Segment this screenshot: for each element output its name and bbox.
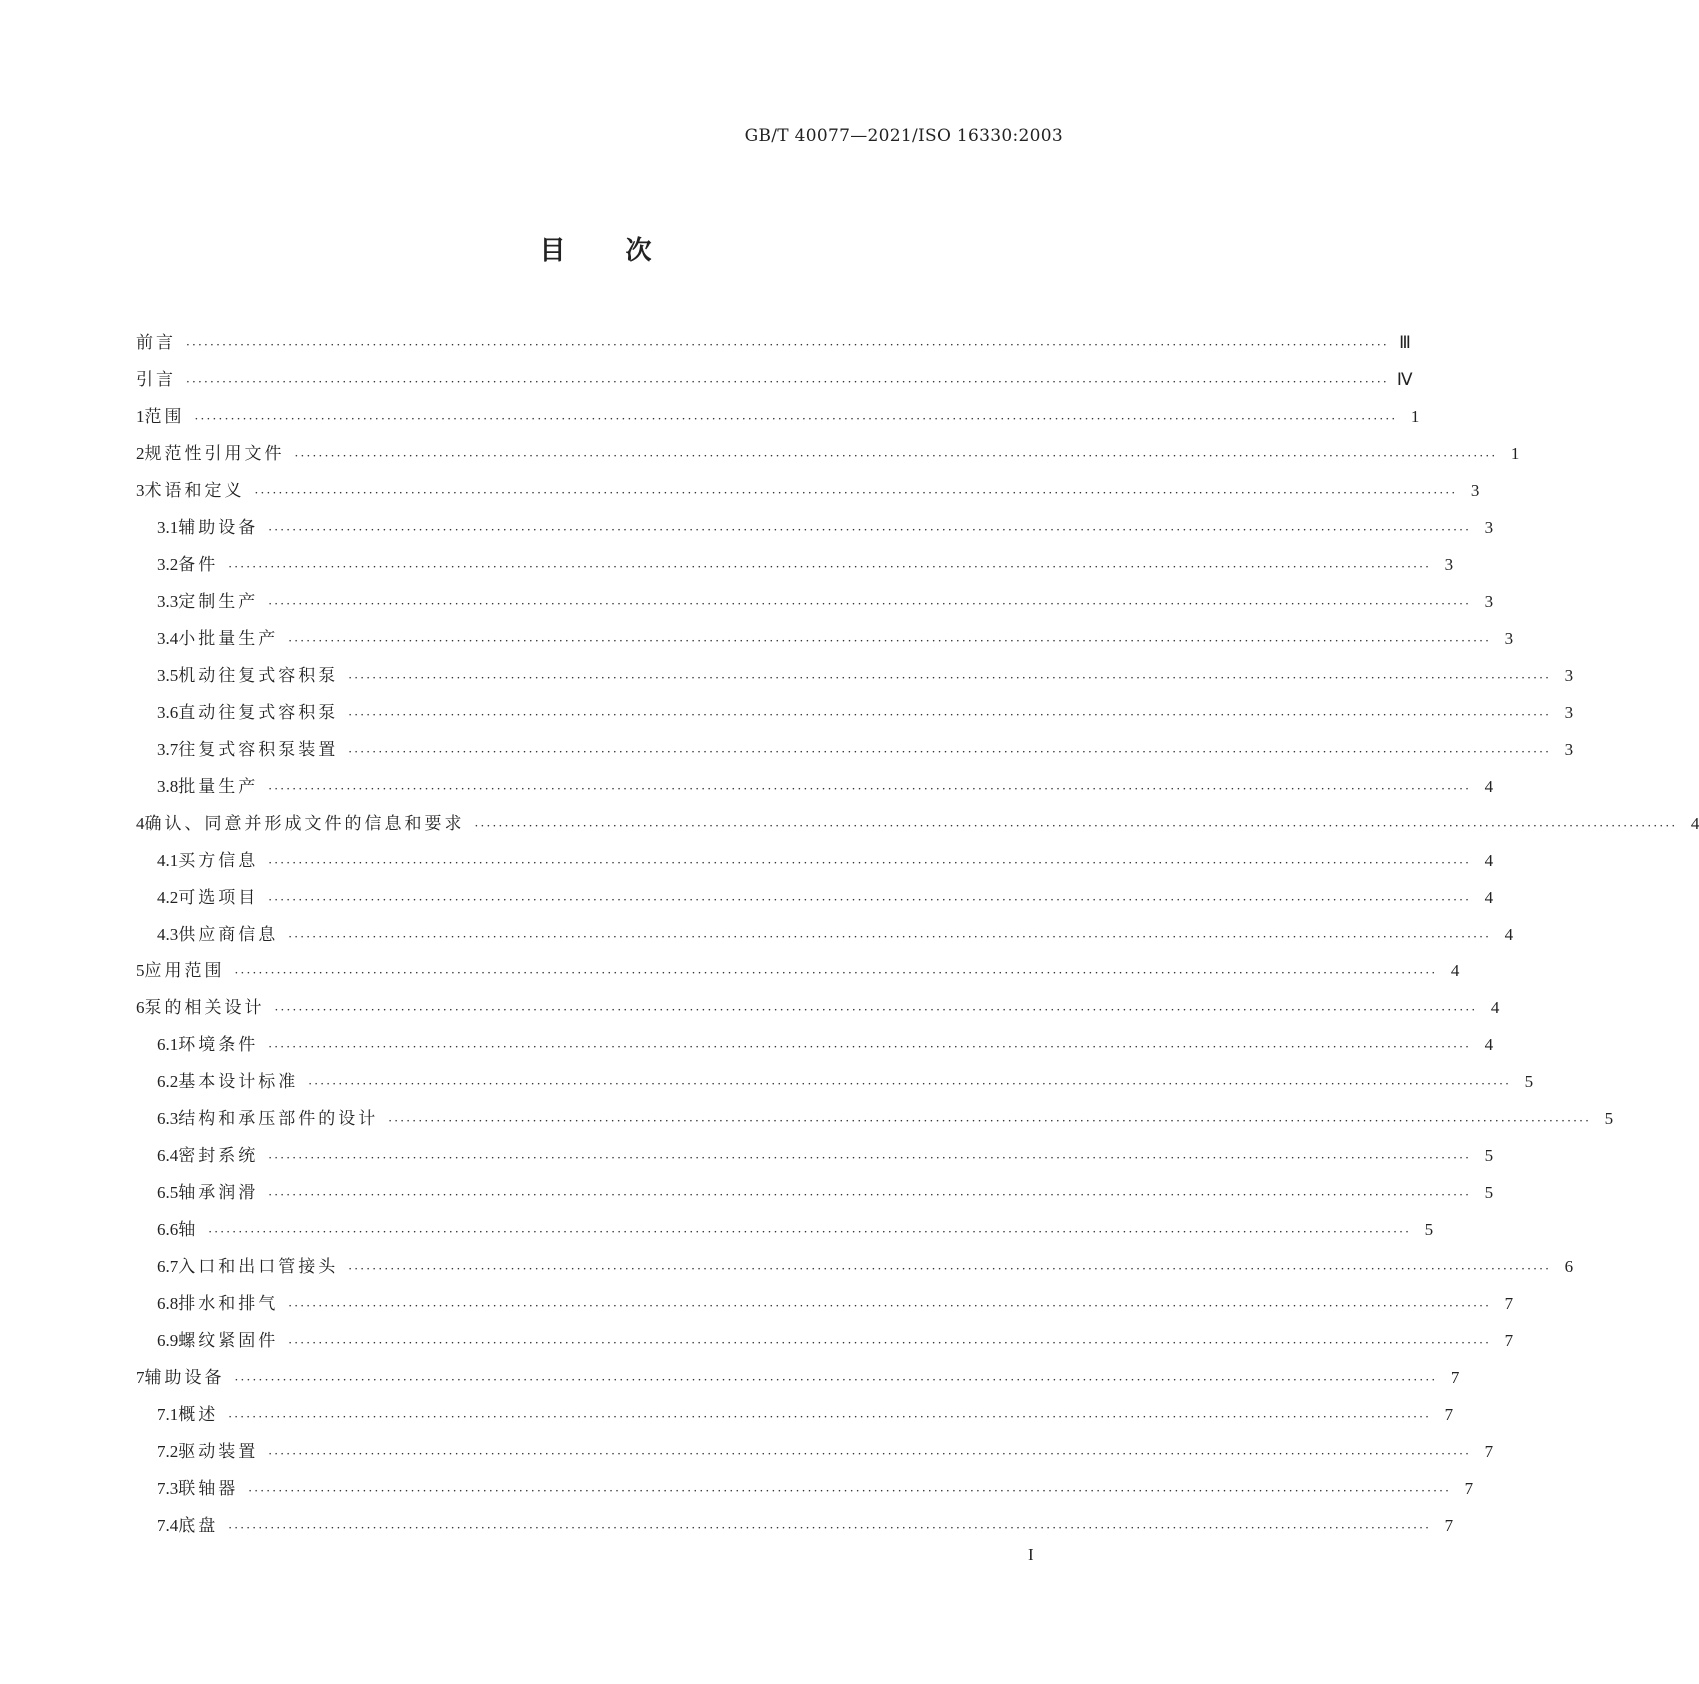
- toc-entry[interactable]: [136, 1365, 1460, 1391]
- toc-entry[interactable]: [157, 515, 1494, 541]
- toc-entry-title: 定制生产: [178, 591, 259, 612]
- toc-entry-page: 3: [1564, 739, 1574, 759]
- dot-leader: ········································································································································································································: [248, 1484, 1452, 1499]
- toc-entry-number: 3.4: [157, 628, 179, 648]
- toc-entry[interactable]: [136, 958, 1460, 984]
- dot-leader: ········································································································································································································: [348, 707, 1552, 722]
- toc-entry-title: 引言: [136, 369, 176, 390]
- dot-leader: ········································································································································································································: [474, 818, 1678, 833]
- toc-entry-number: 7.3: [157, 1479, 179, 1499]
- toc-entry[interactable]: [157, 1402, 1454, 1428]
- toc-entry-page: 3: [1484, 517, 1494, 537]
- toc-entry[interactable]: [157, 737, 1574, 763]
- toc-entry-page: 5: [1424, 1220, 1434, 1240]
- toc-entry-title: 术语和定义: [144, 480, 245, 501]
- toc-entry[interactable]: [136, 811, 1699, 837]
- toc-entry[interactable]: [157, 552, 1454, 578]
- toc-entry[interactable]: [157, 1439, 1494, 1465]
- toc-entry-number: 6.1: [157, 1035, 179, 1055]
- dot-leader: ········································································································································································································: [208, 1225, 1412, 1240]
- toc-entry-title: 直动往复式容积泵: [178, 702, 339, 723]
- toc-entry-title: 底盘: [178, 1516, 219, 1537]
- toc-entry[interactable]: [157, 1069, 1534, 1095]
- toc-entry-number: 3.2: [157, 554, 179, 574]
- toc-entry-page: 4: [1484, 776, 1494, 796]
- toc-entry-title: 排水和排气: [178, 1294, 279, 1315]
- toc-entry-number: 3.7: [157, 739, 179, 759]
- toc-entry-page: 7: [1444, 1516, 1454, 1536]
- toc-entry-page: 3: [1564, 665, 1574, 685]
- toc-entry-title: 机动往复式容积泵: [178, 665, 339, 686]
- toc-entry-title: 入口和出口管接头: [178, 1257, 339, 1278]
- dot-leader: ········································································································································································································: [254, 485, 1458, 500]
- toc-entry-number: 6.5: [157, 1183, 179, 1203]
- toc-entry-title: 辅助设备: [178, 517, 259, 538]
- toc-entry-number: 3: [136, 480, 145, 500]
- toc-entry-title: 联轴器: [178, 1479, 239, 1500]
- toc-entry-page: 5: [1524, 1072, 1534, 1092]
- dot-leader: ········································································································································································································: [308, 1077, 1512, 1092]
- standard-number-header: GB/T 40077—2021/ISO 16330:2003: [744, 126, 1063, 146]
- toc-entry[interactable]: [157, 663, 1574, 689]
- dot-leader: ········································································································································································································: [268, 1040, 1472, 1055]
- dot-leader: ········································································································································································································: [288, 929, 1492, 944]
- toc-entry-title: 结构和承压部件的设计: [178, 1109, 379, 1130]
- toc-entry-number: 6.9: [157, 1331, 179, 1351]
- toc-entry-page: 4: [1504, 924, 1514, 944]
- toc-entry-number: 7.2: [157, 1442, 179, 1462]
- toc-entry[interactable]: [157, 700, 1574, 726]
- toc-entry-title: 可选项目: [178, 887, 259, 908]
- toc-entry-title: 环境条件: [178, 1035, 259, 1056]
- dot-leader: ········································································································································································································: [288, 1336, 1492, 1351]
- toc-entry-number: 4.3: [157, 924, 179, 944]
- toc-entry-title: 应用范围: [144, 961, 225, 982]
- dot-leader: ········································································································································································································: [268, 1447, 1472, 1462]
- dot-leader: ········································································································································································································: [228, 1521, 1432, 1536]
- dot-leader: ········································································································································································································: [234, 966, 1438, 981]
- toc-entry-number: 6.4: [157, 1146, 179, 1166]
- dot-leader: ········································································································································································································: [186, 374, 1389, 389]
- toc-entry-number: 3.3: [157, 591, 179, 611]
- toc-entry-number: 6.2: [157, 1072, 179, 1092]
- toc-entry-number: 7.1: [157, 1405, 179, 1425]
- dot-leader: ········································································································································································································: [288, 1299, 1492, 1314]
- dot-leader: ········································································································································································································: [348, 670, 1552, 685]
- toc-entry-number: 3.1: [157, 517, 179, 537]
- toc-entry-number: 6.7: [157, 1257, 179, 1277]
- toc-entry-page: Ⅳ: [1396, 369, 1413, 389]
- toc-entry[interactable]: [157, 922, 1514, 948]
- toc-entry-title: 小批量生产: [178, 628, 279, 649]
- dot-leader: ········································································································································································································: [268, 1188, 1472, 1203]
- toc-entry-page: 7: [1464, 1479, 1474, 1499]
- toc-entry[interactable]: [136, 330, 1411, 356]
- toc-entry-page: 3: [1444, 554, 1454, 574]
- dot-leader: ········································································································································································································: [294, 448, 1498, 463]
- toc-entry-number: 3.8: [157, 776, 179, 796]
- toc-entry-number: 6.8: [157, 1294, 179, 1314]
- toc-entry-title: 轴: [178, 1220, 199, 1241]
- toc-entry-page: 1: [1510, 443, 1520, 463]
- dot-leader: ········································································································································································································: [228, 1410, 1432, 1425]
- toc-entry-page: 3: [1564, 702, 1574, 722]
- toc-entry[interactable]: [157, 848, 1494, 874]
- dot-leader: ········································································································································································································: [348, 1262, 1552, 1277]
- toc-entry-page: 4: [1690, 813, 1699, 833]
- toc-entry[interactable]: [157, 885, 1494, 911]
- toc-entry[interactable]: [157, 1328, 1514, 1354]
- toc-entry-number: 6: [136, 998, 145, 1018]
- toc-entry[interactable]: [136, 441, 1520, 467]
- toc-entry-title: 确认、同意并形成文件的信息和要求: [144, 813, 465, 834]
- toc-entry-number: 6.3: [157, 1109, 179, 1129]
- toc-entry-title: 泵的相关设计: [144, 998, 265, 1019]
- toc-entry-page: 5: [1484, 1183, 1494, 1203]
- toc-entry-title: 轴承润滑: [178, 1183, 259, 1204]
- toc-entry-page: 4: [1490, 998, 1500, 1018]
- toc-entry[interactable]: [136, 367, 1413, 393]
- toc-entry[interactable]: [157, 1291, 1514, 1317]
- toc-entry[interactable]: [157, 1476, 1474, 1502]
- toc-entry-page: 7: [1504, 1294, 1514, 1314]
- dot-leader: ········································································································································································································: [268, 781, 1472, 796]
- dot-leader: ········································································································································································································: [234, 1373, 1438, 1388]
- toc-entry-title: 规范性引用文件: [144, 443, 285, 464]
- toc-entry[interactable]: [157, 1217, 1434, 1243]
- toc-entry[interactable]: [157, 774, 1494, 800]
- toc-entry[interactable]: [157, 1143, 1494, 1169]
- toc-entry[interactable]: [157, 589, 1494, 615]
- toc-entry-number: 5: [136, 961, 145, 981]
- dot-leader: ········································································································································································································: [268, 892, 1472, 907]
- toc-entry-title: 范围: [144, 406, 185, 427]
- toc-entry-page: 1: [1410, 406, 1420, 426]
- toc-entry[interactable]: [157, 1180, 1494, 1206]
- toc-entry-title: 基本设计标准: [178, 1072, 299, 1093]
- dot-leader: ········································································································································································································: [268, 522, 1472, 537]
- toc-entry[interactable]: [157, 1032, 1494, 1058]
- toc-entry-page: 5: [1604, 1109, 1614, 1129]
- dot-leader: ········································································································································································································: [288, 633, 1492, 648]
- toc-entry[interactable]: [157, 1106, 1614, 1132]
- toc-entry-page: Ⅲ: [1399, 333, 1411, 352]
- toc-entry-title: 螺纹紧固件: [178, 1331, 279, 1352]
- dot-leader: ········································································································································································································: [268, 1151, 1472, 1166]
- dot-leader: ········································································································································································································: [268, 596, 1472, 611]
- toc-entry-page: 4: [1484, 1035, 1494, 1055]
- toc-entry-page: 5: [1484, 1146, 1494, 1166]
- dot-leader: ········································································································································································································: [228, 559, 1432, 574]
- dot-leader: ········································································································································································································: [348, 744, 1552, 759]
- toc-entry-page: 4: [1484, 887, 1494, 907]
- toc-entry-page: 3: [1484, 591, 1494, 611]
- dot-leader: ········································································································································································································: [194, 411, 1398, 426]
- toc-entry-page: 3: [1470, 480, 1480, 500]
- page-title: 目次: [539, 236, 712, 266]
- page-number: I: [1028, 1545, 1034, 1564]
- toc-entry-number: 7.4: [157, 1516, 179, 1536]
- toc-entry[interactable]: [136, 995, 1500, 1021]
- toc-entry[interactable]: [136, 478, 1480, 504]
- toc-entry-title: 供应商信息: [178, 924, 279, 945]
- toc-entry[interactable]: [157, 626, 1514, 652]
- toc-entry-title: 驱动装置: [178, 1442, 259, 1463]
- dot-leader: ········································································································································································································: [274, 1003, 1478, 1018]
- toc-entry[interactable]: [157, 1254, 1574, 1280]
- dot-leader: ········································································································································································································: [268, 855, 1472, 870]
- toc-entry-page: 7: [1450, 1368, 1460, 1388]
- toc-entry-number: 7: [136, 1368, 145, 1388]
- toc-entry-number: 6.6: [157, 1220, 179, 1240]
- toc-entry-page: 3: [1504, 628, 1514, 648]
- toc-entry-page: 7: [1484, 1442, 1494, 1462]
- toc-entry-number: 4.2: [157, 887, 179, 907]
- dot-leader: ········································································································································································································: [388, 1114, 1592, 1129]
- toc-entry-title: 往复式容积泵装置: [178, 739, 339, 760]
- dot-leader: ········································································································································································································: [186, 338, 1389, 352]
- toc-entry-page: 7: [1504, 1331, 1514, 1351]
- toc-entry-number: 3.5: [157, 665, 179, 685]
- toc-entry-number: 1: [136, 406, 145, 426]
- toc-entry-number: 2: [136, 443, 145, 463]
- toc-entry-title: 辅助设备: [144, 1368, 225, 1389]
- toc-entry-page: 6: [1564, 1257, 1574, 1277]
- toc-entry-number: 4.1: [157, 850, 179, 870]
- toc-entry-number: 3.6: [157, 702, 179, 722]
- toc-entry-page: 4: [1484, 850, 1494, 870]
- toc-entry-title: 买方信息: [178, 850, 259, 871]
- toc-entry-title: 概述: [178, 1405, 219, 1426]
- toc-entry-page: 4: [1450, 961, 1460, 981]
- toc-entry-number: 4: [136, 813, 145, 833]
- toc-entry-title: 批量生产: [178, 776, 259, 797]
- toc-entry-page: 7: [1444, 1405, 1454, 1425]
- toc-entry[interactable]: [136, 404, 1420, 430]
- toc-entry-title: 前言: [136, 333, 176, 353]
- toc-entry-title: 备件: [178, 554, 219, 575]
- toc-entry-title: 密封系统: [178, 1146, 259, 1167]
- toc-entry[interactable]: [157, 1513, 1454, 1539]
